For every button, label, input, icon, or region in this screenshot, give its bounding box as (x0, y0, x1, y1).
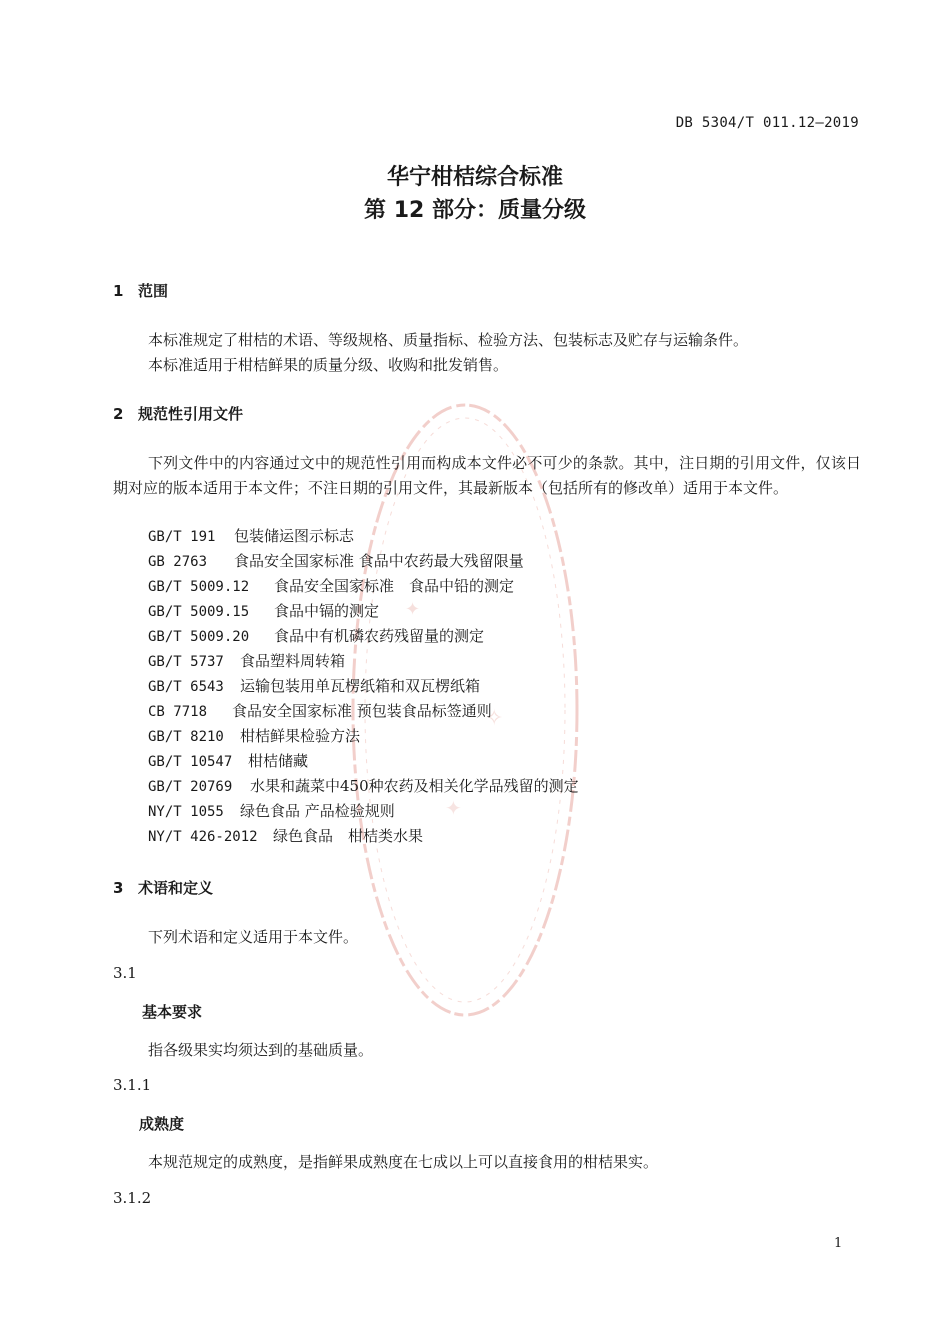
reference-item (148, 799, 579, 824)
term-number: 3.1.1 (113, 1076, 152, 1094)
reference-code: GB 2763 (148, 554, 208, 570)
reference-item (148, 574, 579, 599)
section-title: 范围 (138, 282, 169, 300)
reference-item (148, 524, 579, 549)
document-code: DB 5304/T 011.12—2019 (675, 115, 859, 131)
reference-list (148, 524, 579, 849)
section-1-heading (113, 280, 168, 301)
terms-intro: 下列术语和定义适用于本文件。 (148, 928, 359, 946)
reference-title: 食品安全国家标准 食品中农药最大残留限量 (234, 552, 524, 570)
reference-item (148, 649, 579, 674)
reference-title: 食品塑料周转箱 (240, 652, 346, 670)
term-number: 3.1.2 (113, 1189, 152, 1207)
reference-title: 食品中镉的测定 (274, 602, 380, 620)
reference-title: 绿色食品 产品检验规则 (240, 802, 395, 820)
reference-code: CB 7718 (148, 704, 208, 720)
references-intro: 下列文件中的内容通过文中的规范性引用而构成本文件必不可少的条款。其中，注日期的引用文件，仅该日期对应的版本适用于本文件；不注日期的引用文件，其最新版本（包括所有的修改单）适用于本文件。 (113, 454, 861, 497)
document-subtitle: 第 12 部分：质量分级 (364, 198, 586, 223)
section-number: 2 (113, 405, 124, 423)
reference-item (148, 624, 579, 649)
svg-text:✧: ✧ (485, 706, 504, 731)
reference-code: GB/T 5009.15 (148, 604, 250, 620)
reference-title: 绿色食品 柑桔类水果 (273, 827, 424, 845)
reference-code: GB/T 5737 (148, 654, 224, 670)
document-title: 华宁柑桔综合标准 (386, 165, 563, 190)
section-number: 1 (113, 282, 124, 300)
reference-title: 食品中有机磷农药残留量的测定 (274, 627, 485, 645)
reference-title: 食品安全国家标准 食品中铅的测定 (274, 577, 515, 595)
section-3-heading (113, 877, 213, 898)
reference-code: GB/T 5009.12 (148, 579, 250, 595)
term-definition: 指各级果实均须达到的基础质量。 (148, 1041, 374, 1059)
reference-title: 包装储运图示标志 (234, 527, 355, 545)
reference-title: 柑桔鲜果检验方法 (240, 727, 361, 745)
reference-code: GB/T 10547 (148, 754, 233, 770)
reference-code: GB/T 8210 (148, 729, 224, 745)
reference-title: 柑桔储藏 (248, 752, 309, 770)
reference-code: GB/T 20769 (148, 779, 233, 795)
scope-paragraph-2: 本标准适用于柑桔鲜果的质量分级、收购和批发销售。 (148, 356, 509, 374)
section-number: 3 (113, 879, 124, 897)
reference-item (148, 674, 579, 699)
reference-title: 食品安全国家标准 预包装食品标签通则 (232, 702, 492, 720)
page-number: 1 (834, 1236, 843, 1251)
reference-code: GB/T 6543 (148, 679, 224, 695)
reference-item (148, 699, 579, 724)
reference-title: 运输包装用单瓦楞纸箱和双瓦楞纸箱 (240, 677, 481, 695)
reference-item (148, 749, 579, 774)
svg-text:✦: ✦ (405, 599, 421, 620)
reference-item (148, 724, 579, 749)
term-title: 基本要求 (142, 1003, 203, 1021)
reference-code: GB/T 191 (148, 529, 216, 545)
section-2-heading (113, 403, 243, 424)
reference-title: 水果和蔬菜中450种农药及相关化学品残留的测定 (250, 777, 579, 795)
section-title: 规范性引用文件 (138, 405, 244, 423)
term-number: 3.1 (113, 964, 137, 982)
reference-item (148, 774, 579, 799)
reference-code: GB/T 5009.20 (148, 629, 250, 645)
scope-paragraph-1: 本标准规定了柑桔的术语、等级规格、质量指标、检验方法、包装标志及贮存与运输条件。 (148, 331, 749, 349)
reference-item (148, 824, 579, 849)
reference-item (148, 599, 579, 624)
term-definition: 本规范规定的成熟度，是指鲜果成熟度在七成以上可以直接食用的柑桔果实。 (148, 1153, 659, 1171)
reference-code: NY/T 426-2012 (148, 829, 258, 845)
svg-text:✦: ✦ (445, 796, 462, 820)
term-title: 成熟度 (139, 1115, 185, 1133)
reference-item (148, 549, 579, 574)
section-title: 术语和定义 (138, 879, 214, 897)
reference-code: NY/T 1055 (148, 804, 224, 820)
